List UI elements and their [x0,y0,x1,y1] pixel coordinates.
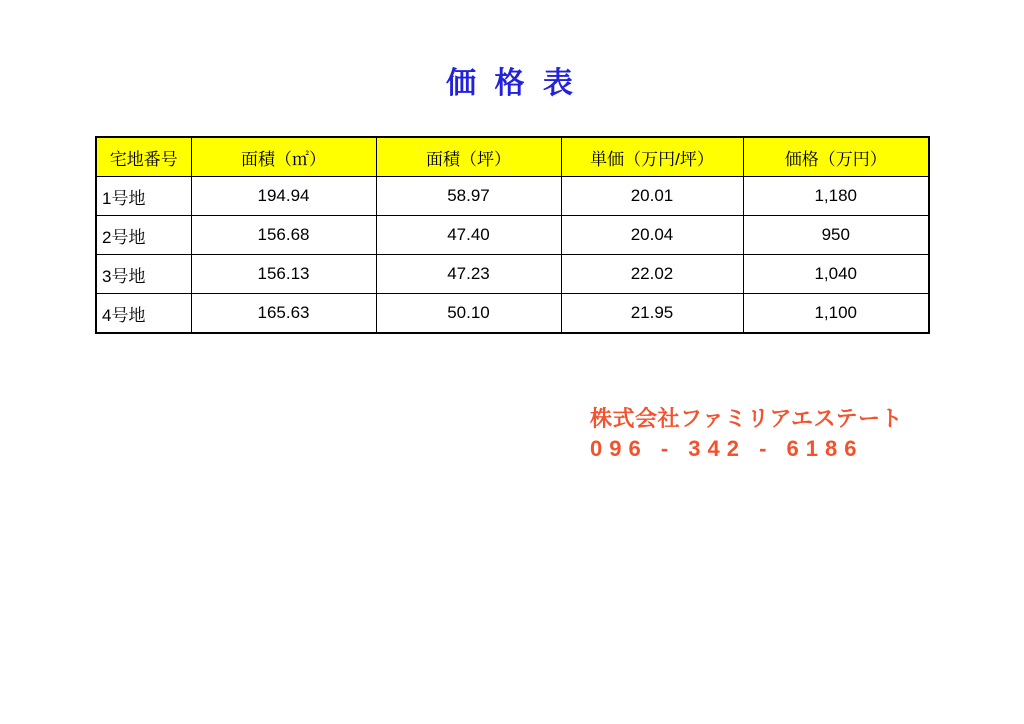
company-name: 株式会社ファミリアエステート [590,406,904,431]
page-title: 価 格 表 [446,67,578,100]
cell-price: 1,040 [743,255,929,294]
table-row [96,255,929,294]
cell-price: 1,180 [743,177,929,216]
cell-unit-price: 22.02 [561,255,743,294]
cell-price: 1,100 [743,294,929,334]
header-lot-number: 宅地番号 [96,137,191,177]
header-area-m2: 面積（㎡） [191,137,376,177]
company-phone: 096 - 342 - 6186 [590,436,864,461]
table-header-row [96,137,929,177]
cell-area-m2: 194.94 [191,177,376,216]
cell-area-m2: 165.63 [191,294,376,334]
cell-lot-number: 4号地 [96,294,191,334]
cell-area-m2: 156.68 [191,216,376,255]
cell-unit-price: 20.01 [561,177,743,216]
cell-unit-price: 20.04 [561,216,743,255]
cell-price: 950 [743,216,929,255]
cell-lot-number: 3号地 [96,255,191,294]
table-row [96,294,929,334]
table-row [96,216,929,255]
cell-area-tsubo: 47.23 [376,255,561,294]
price-table [95,136,930,334]
cell-lot-number: 1号地 [96,177,191,216]
header-price: 価格（万円） [743,137,929,177]
cell-area-tsubo: 50.10 [376,294,561,334]
header-unit-price: 単価（万円/坪） [561,137,743,177]
cell-area-tsubo: 47.40 [376,216,561,255]
cell-area-m2: 156.13 [191,255,376,294]
cell-lot-number: 2号地 [96,216,191,255]
cell-unit-price: 21.95 [561,294,743,334]
company-info [590,404,903,464]
header-area-tsubo: 面積（坪） [376,137,561,177]
table-row [96,177,929,216]
cell-area-tsubo: 58.97 [376,177,561,216]
